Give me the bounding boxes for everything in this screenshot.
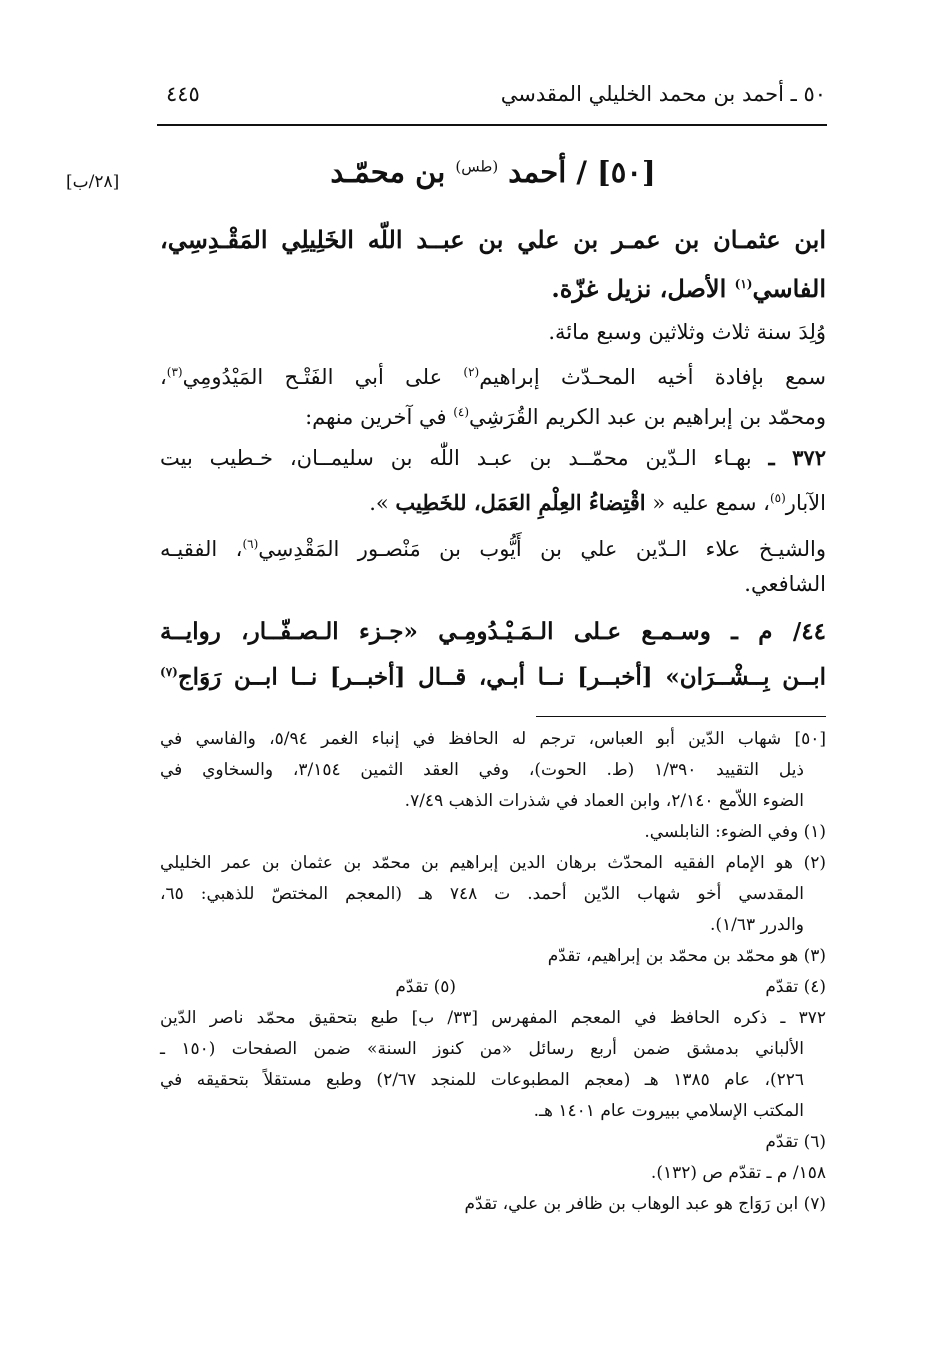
entry-heading-text: [٥٠] / أحمد: [508, 155, 656, 189]
running-title: ٥٠ ـ أحمد بن محمد الخليلي المقدسي: [500, 82, 826, 106]
page-number: ٤٤٥: [166, 82, 200, 106]
running-header: [160, 80, 826, 122]
text-span: على أبي الفَتْـح المَيْدُومِي: [182, 365, 464, 389]
main-line-11: [160, 652, 826, 692]
main-line-2: [160, 262, 826, 306]
text-span: ابــن بِــشْــرَان» [أخبــر] نــا أبـي، قــال [أخبــر] نــا ابــن رَوَاج: [177, 663, 826, 691]
text-span: ومحمّد بن إبراهيم بن عبد الكريم القُرَشِي: [469, 405, 826, 429]
footnote-rule: [536, 716, 826, 717]
footnote-line-15: ١٥٨/ م ـ تقدّم ص (١٣٢).: [650, 1163, 826, 1183]
footnote-ref: (٢): [463, 365, 480, 379]
text-span: الأصل، نزيل غزّة.: [551, 274, 735, 303]
entry-heading: [160, 155, 826, 189]
footnote-ref: (٦): [242, 537, 259, 551]
text-span: ، الفقيـه: [160, 537, 243, 561]
footnote-line-12: ٢٢٦)، عام ١٣٨٥ هـ (معجم المطبوعات للمنجد ٢/٦٧) وطبع مستقلاً بتحقيقه في: [160, 1070, 804, 1090]
main-line-4: [160, 352, 826, 392]
footnote-4: (٤) تقدّم: [765, 977, 826, 997]
text-span: الفاسي: [752, 274, 826, 303]
text-span: ،: [160, 365, 167, 389]
footnote-line-5: (٢) هو الإمام الفقيه المحدّث برهان الدين إبراهيم بن محمّد بن عثمان بن عمر الخليلي: [160, 853, 826, 873]
text-span: سمع بإفادة أخيه المحـدّث إبراهيم: [479, 365, 826, 389]
text-span: ».: [369, 491, 389, 515]
main-line-5: [160, 392, 826, 432]
footnote-5: (٥) تقدّم: [395, 977, 456, 997]
footnote-line-2: ذيل التقييد ١/٣٩٠ (ط. الحوت)، وفي العقد الثمين ٣/١٥٤، والسخاوي في: [160, 760, 804, 780]
footnote-ref: (٣): [166, 365, 183, 379]
heading-siglum: (طس): [455, 157, 499, 176]
footnote-ref: (٧): [160, 665, 178, 679]
footnote-line-7: والدرر ١/٦٣).: [709, 915, 804, 935]
footnote-line-9: [160, 972, 826, 1003]
footnotes: [160, 724, 826, 1220]
main-line-6: [160, 438, 826, 478]
main-line-8: [160, 524, 826, 564]
footnote-line-3: الضوء اللاّمع ٢/١٤٠، وابن العماد في شذرات الذهب ٧/٤٩.: [404, 791, 804, 811]
footnote-line-16: (٧) ابن رَوَاج هو عبد الوهاب بن ظافر بن علي، تقدّم: [464, 1194, 826, 1214]
footnote-line-13: المكتب الإسلامي ببيروت عام ١٤٠١ هـ.: [533, 1101, 804, 1121]
text-span: الآبار: [785, 491, 826, 515]
footnote-line-14: (٦) تقدّم: [765, 1132, 826, 1152]
footnote-line-8: (٣) هو محمّد بن محمّد بن إبراهيم، تقدّم: [547, 946, 826, 966]
header-rule: [157, 124, 827, 126]
manuscript-reference: [٢٨/ب]: [66, 172, 120, 192]
footnote-ref: (٥): [769, 491, 786, 505]
footnote-line-11: الألباني بدمشق ضمن أربع رسائل «من كنوز السنة» ضمن الصفحات (١٥٠ ـ: [160, 1039, 804, 1059]
footnote-ref: (٤): [453, 405, 470, 419]
footnote-line-1: [٥٠] شهاب الدّين أبو العباس، ترجم له الحافظ في إنباء الغمر ٥/٩٤، والفاسي في: [160, 729, 826, 749]
footnote-line-10: ٣٧٢ ـ ذكره الحافظ في المعجم المفهرس [٣٣/ ب] طبع بتحقيق محمّد ناصر الدّين: [160, 1008, 826, 1028]
text-span: ، سمع عليه «: [652, 491, 770, 515]
text-span: والشيـخ علاء الـدّين علي بن أَيُّوب بن مَنْصـور المَقْدِسِي: [258, 537, 826, 561]
main-line-3: وُلِدَ سنة ثلاث وثلاثين وسبع مائة.: [548, 320, 826, 344]
main-line-7: [160, 478, 826, 518]
text-span: في آخرين منهم:: [305, 405, 454, 429]
main-line-10: ٤٤/ م ـ وسـمـع عـلى الـمَـيْـدُومِـي «جـزء الـصـفّــار، روايــة: [160, 618, 826, 645]
footnote-ref: (١): [734, 277, 753, 291]
main-line-9: الشافعي.: [744, 572, 826, 596]
footnote-line-6: المقدسي أخو شهاب الدّين أحمد. ت ٧٤٨ هـ (المعجم المختصّ للذهبي: ٦٥،: [160, 884, 804, 904]
footnote-line-4: (١) وفي الضوء: النابلسي.: [644, 822, 826, 842]
entry-heading-tail: بن محمّـد: [330, 155, 456, 189]
main-line-1: ابن عثمـان بن عمـر بن علي بن عبــد اللّه الخَلِيلِي المَقْـدِسِي،: [160, 225, 826, 254]
book-title: اقْتِضاءُ العِلْمِ العَمَل، للخَطِيب: [395, 490, 646, 515]
entry-number: ٣٧٢ ـ: [768, 445, 826, 470]
main-text: [160, 218, 826, 692]
text-span: بهـاء الـدّين محمّــد بن عبـد اللّٰه بن سليمــان، خـطيب بيت: [160, 446, 769, 470]
